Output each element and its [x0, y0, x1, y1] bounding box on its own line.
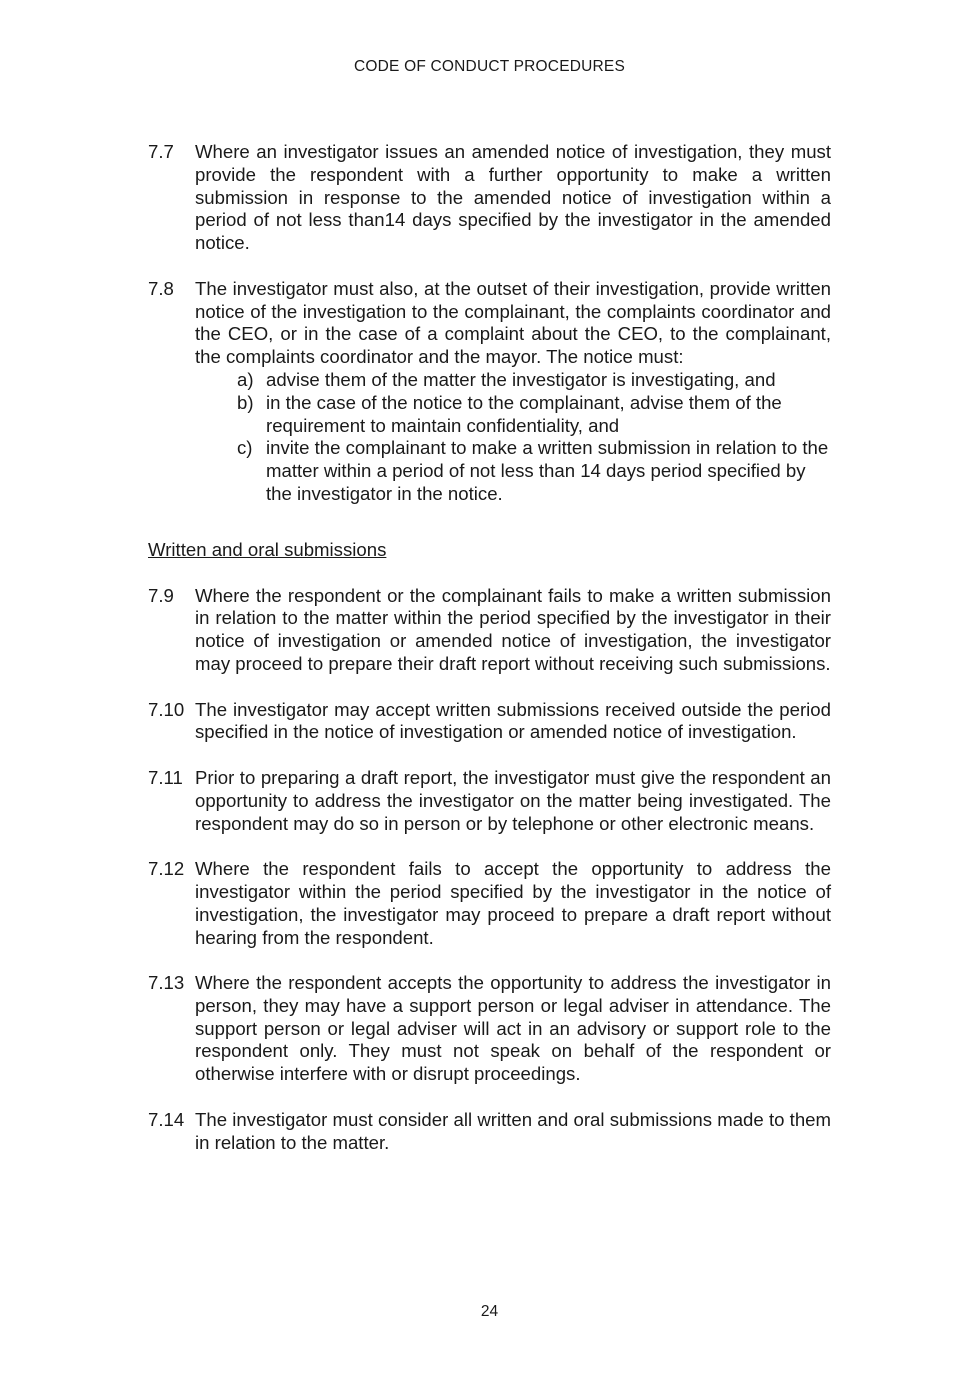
list-item-text: advise them of the matter the investigator is investigating, and: [266, 368, 776, 390]
clause-text: Where the respondent fails to accept the opportunity to address the investigator within the period specified by the investigator in the notice of investigation, the investigator may proceed to prepare a draft report without hearing from the respondent.: [195, 858, 831, 948]
list-item-label: b): [237, 391, 254, 413]
clause-number: 7.13: [148, 972, 185, 994]
document-body: [148, 141, 831, 1177]
clause-text: Where the respondent accepts the opportunity to address the investigator in person, they may have a support person or legal adviser in attendance. The support person or legal adviser will act in an advisory or support role to the respondent only. They must not speak on behalf of the respondent or otherwise interfere with or disrupt proceedings.: [195, 972, 831, 1085]
clause-number: 7.8: [148, 277, 174, 299]
list-item-label: a): [237, 368, 254, 390]
clause-text: Prior to preparing a draft report, the investigator must give the respondent an opportunity to address the investigator on the matter being investigated. The respondent may do so in person or by telephone or other electronic means.: [195, 766, 831, 834]
clause-7-9: [148, 585, 831, 676]
clause-7-13: [148, 972, 831, 1086]
list-item-text: in the case of the notice to the complainant, advise them of the requirement to maintain confidentiality, and: [266, 391, 782, 436]
clause-text: The investigator must consider all written and oral submissions made to them in relation to the matter.: [195, 1108, 831, 1153]
clause-number: 7.9: [148, 584, 174, 606]
clause-text: The investigator must also, at the outset of their investigation, provide written notice of the investigation to the complainant, the complaints coordinator and the CEO, or in the case of a complaint about the CEO, to the complainant, the complaints coordinator and the mayor. The notice must:: [195, 277, 831, 368]
list-item: [237, 437, 831, 505]
clause-7-11: [148, 767, 831, 835]
clause-7-12: [148, 858, 831, 949]
clause-text: Where an investigator issues an amended notice of investigation, they must provide the respondent with a further opportunity to make a written submission in response to the amended notice of investigation within a period of not less than14 days specified by the investigator in the amended notice.: [195, 141, 831, 254]
clause-number: 7.10: [148, 698, 185, 720]
list-item-label: c): [237, 437, 253, 459]
clause-7-8-list: [237, 369, 831, 506]
clause-7-14: [148, 1109, 831, 1155]
section-heading: Written and oral submissions: [148, 538, 387, 560]
clause-7-7: [148, 141, 831, 255]
list-item-text: invite the complainant to make a written submission in relation to the matter within a period of not less than 14 days period specified by the investigator in the notice.: [266, 437, 829, 504]
page-number: 24: [480, 1303, 499, 1320]
clause-7-10: [148, 699, 831, 745]
clause-number: 7.14: [148, 1108, 185, 1130]
clause-7-8: [148, 278, 831, 506]
clause-number: 7.11: [148, 766, 183, 788]
list-item: [237, 392, 831, 438]
running-header: CODE OF CONDUCT PROCEDURES: [353, 58, 626, 75]
clause-number: 7.7: [148, 141, 174, 162]
list-item: [237, 369, 831, 392]
clause-text: Where the respondent or the complainant fails to make a written submission in relation to the matter within the period specified by the investigator in their notice of investigation or amended notice of investigation, the investigator may proceed to prepare their draft report without receiving such submissions.: [195, 584, 831, 674]
clause-text: The investigator may accept written submissions received outside the period specified in the notice of investigation or amended notice of investigation.: [195, 698, 831, 743]
clause-number: 7.12: [148, 858, 185, 880]
